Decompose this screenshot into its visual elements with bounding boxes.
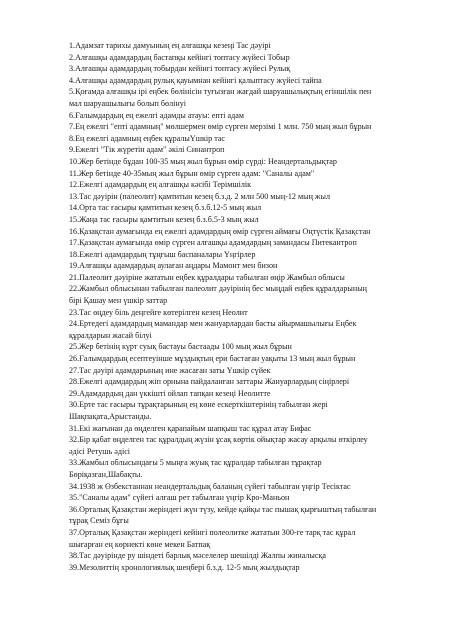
document-line: 38.Тас дәуірінде ру шіндеті барлық мәселелер шешілді Жалпы жиналысқа [69, 551, 326, 561]
document-line: 12.Ежелгі адамдардың ең алғашқы кәсібі Терімшілік [69, 180, 252, 190]
document-line: 37.Орталық Қазақстан жеріндегі кейінгі полеолитке жататын 300-ге тарқ тас құрал [69, 527, 356, 537]
document-line: 26.Ғалымдардың есептеуінше мұздықтың ери бастаған уақыты 13 мың жыл бұрын [69, 354, 356, 364]
document-line: 34.1938 ж Өзбекстаннан неандертальдық баланың сүйегі табылған үңгір Тесіктас [69, 481, 351, 491]
document-line: 8.Ең ежелгі адамның еңбек құралыҮшкір тас [69, 133, 226, 143]
document-line: 6.Ғалымдардың ең ежелгі адамды атауы: епті адам [69, 110, 244, 120]
document-line: Бөріқазған,Шабақты. [69, 469, 143, 479]
document-line: құралдарын жасай білуі [69, 330, 152, 340]
document-line: 11.Жер бетінде 40-35мың жыл бұрын өмір сүрген адам: "Саналы адам" [69, 168, 315, 178]
document-line: 9.Ежелгі "Тік жүретін адам" әкілі Синантроп [69, 145, 225, 155]
document-line: 33.Жамбыл облысындағы 5 мыңға жуық тас құралдар табылған тұрақтар [69, 458, 322, 468]
document-line: тұрақ Семіз бұғы [69, 516, 129, 526]
document-line: 3.Алғашқы адамдардың тобырдан кейінгі топтасу жүйесі Рулық [69, 64, 291, 74]
document-line: 15.Жаңа тас ғасыры қамтитын кезең б.з.б.5-3 мың жыл [69, 214, 259, 224]
document-line: 27.Тас дәуірі адамдарының ине жасаған заты Үшкір сүйек [69, 365, 271, 375]
document-line: бірі Қашау мен үшкір заттар [69, 296, 168, 306]
document-line: Шақпақата,Арыстанды. [69, 412, 152, 421]
document-line: 25.Жер бетінің күрт суық бастауы бастаады 100 мың жыл бұрын [69, 342, 292, 352]
document-line: 10.Жер бетінде бұдан 100-35 мың жыл бұрын өмір сүрді: Неандертальдықтар [69, 156, 337, 166]
document-line: 2.Алғашқы адамдардың бастапқы кейінгі топтасу жүйесі Тобыр [69, 52, 290, 62]
document-line: әдісі Ретушь әдісі [69, 446, 131, 456]
document-line: 17.Қазақстан аумағында өмір сүрген алғашқы адамдардың замандасы Питекантроп [69, 238, 357, 248]
document-line: 21.Палеолит дәуірінe жататын еңбек құралдары табылған өңір Жамбыл облысы [69, 272, 345, 282]
document-line: 29.Адамдардың дан үккішті ойлап тапқан кезеңі Неолитте [69, 388, 271, 398]
document-line: 14.Орта тас ғасыры қамтитын кезең б.з.б.12-5 мың жыл [69, 203, 262, 213]
document-line: 31.Екі жағынан да өңделген қарапайым шапқыш тас құрал атау Бифас [69, 423, 312, 433]
document-line: 39.Мезолиттің хронологиялық шеңбері б.з.д. 12-5 мың жылдықтар [69, 562, 300, 572]
document-line: 28.Ежелгі адамдардың жіп орнына пайдаланған заттары Жануарлардың сіңірлері [69, 377, 350, 387]
document-line: 32.Бір қабат өңделген тас құралдың жүзін ұсақ көртік ойықтар жасау арқылы өткірлеу [69, 435, 368, 445]
document-line: мал шаруашылығы болып бөлінуі [69, 98, 186, 108]
document-line: 18.Ежелгі адамдардың тұңғыш баспаналары Үңгірлер [69, 249, 256, 259]
document-line: 19.Алғашқы адамдардың аулаған аңдары Мамонт мен бизон [69, 261, 278, 271]
document-line: 36.Орталық Қазақстан жеріндегі жүн түзу, кейде қайқы тас пышақ қырғыштың табылған [69, 504, 377, 514]
document-line: 4.Алғашқы адамдардың рулық қауымнан кейінгі қалыптасу жүйесі тайпа [69, 75, 322, 85]
document-line: 1.Адамзат тарихы дамуының ең алғашқы кезеңі Тас дәуірі [69, 41, 271, 50]
document-line: 7.Ең ежелгі "епті адамның" мөлшермен өмір сүрген мерзімі 1 млн. 750 мың жыл бұрын [69, 122, 372, 132]
document-line: 23.Тас өңдеу біль деңгейге көтерілген кезең Неолит [69, 307, 248, 317]
document-line: 16.Қазақстан аумағында ең ежелгі адамдардың өмір сүрген аймағы Оңтүстік Қазақстан [69, 226, 371, 236]
document-line: 13.Тас дәуірін (палеолит) қамтитын кезең б.з.д. 2 млн 500 мың-12 мың жыл [69, 191, 330, 201]
document-line: 30.Ерте тас ғасыры тұрақтарының ең көне ескерткіштерінің табылған жері [69, 400, 328, 410]
document-line: шығарған ең көрнекті көне мекен Батпақ [69, 539, 211, 549]
document-line: 24.Ертедегі адамдардың мамандар мен жануарлардан басты айырмашылығы Еңбек [69, 319, 357, 329]
document-line: 22.Жамбыл облысынан табылған палеолит дәуірінің бес мыңдай еңбек құралдарының [69, 284, 367, 294]
document-line: 5.Қоғамда алғашқы ірі еңбек бөлінісін туғызған жағдай шаруашылықтың егіншілік пен [69, 87, 372, 97]
document-line: 35."Саналы адам" сүйегі алғаш рет табылған үңгір Кро-Маньон [69, 493, 290, 503]
